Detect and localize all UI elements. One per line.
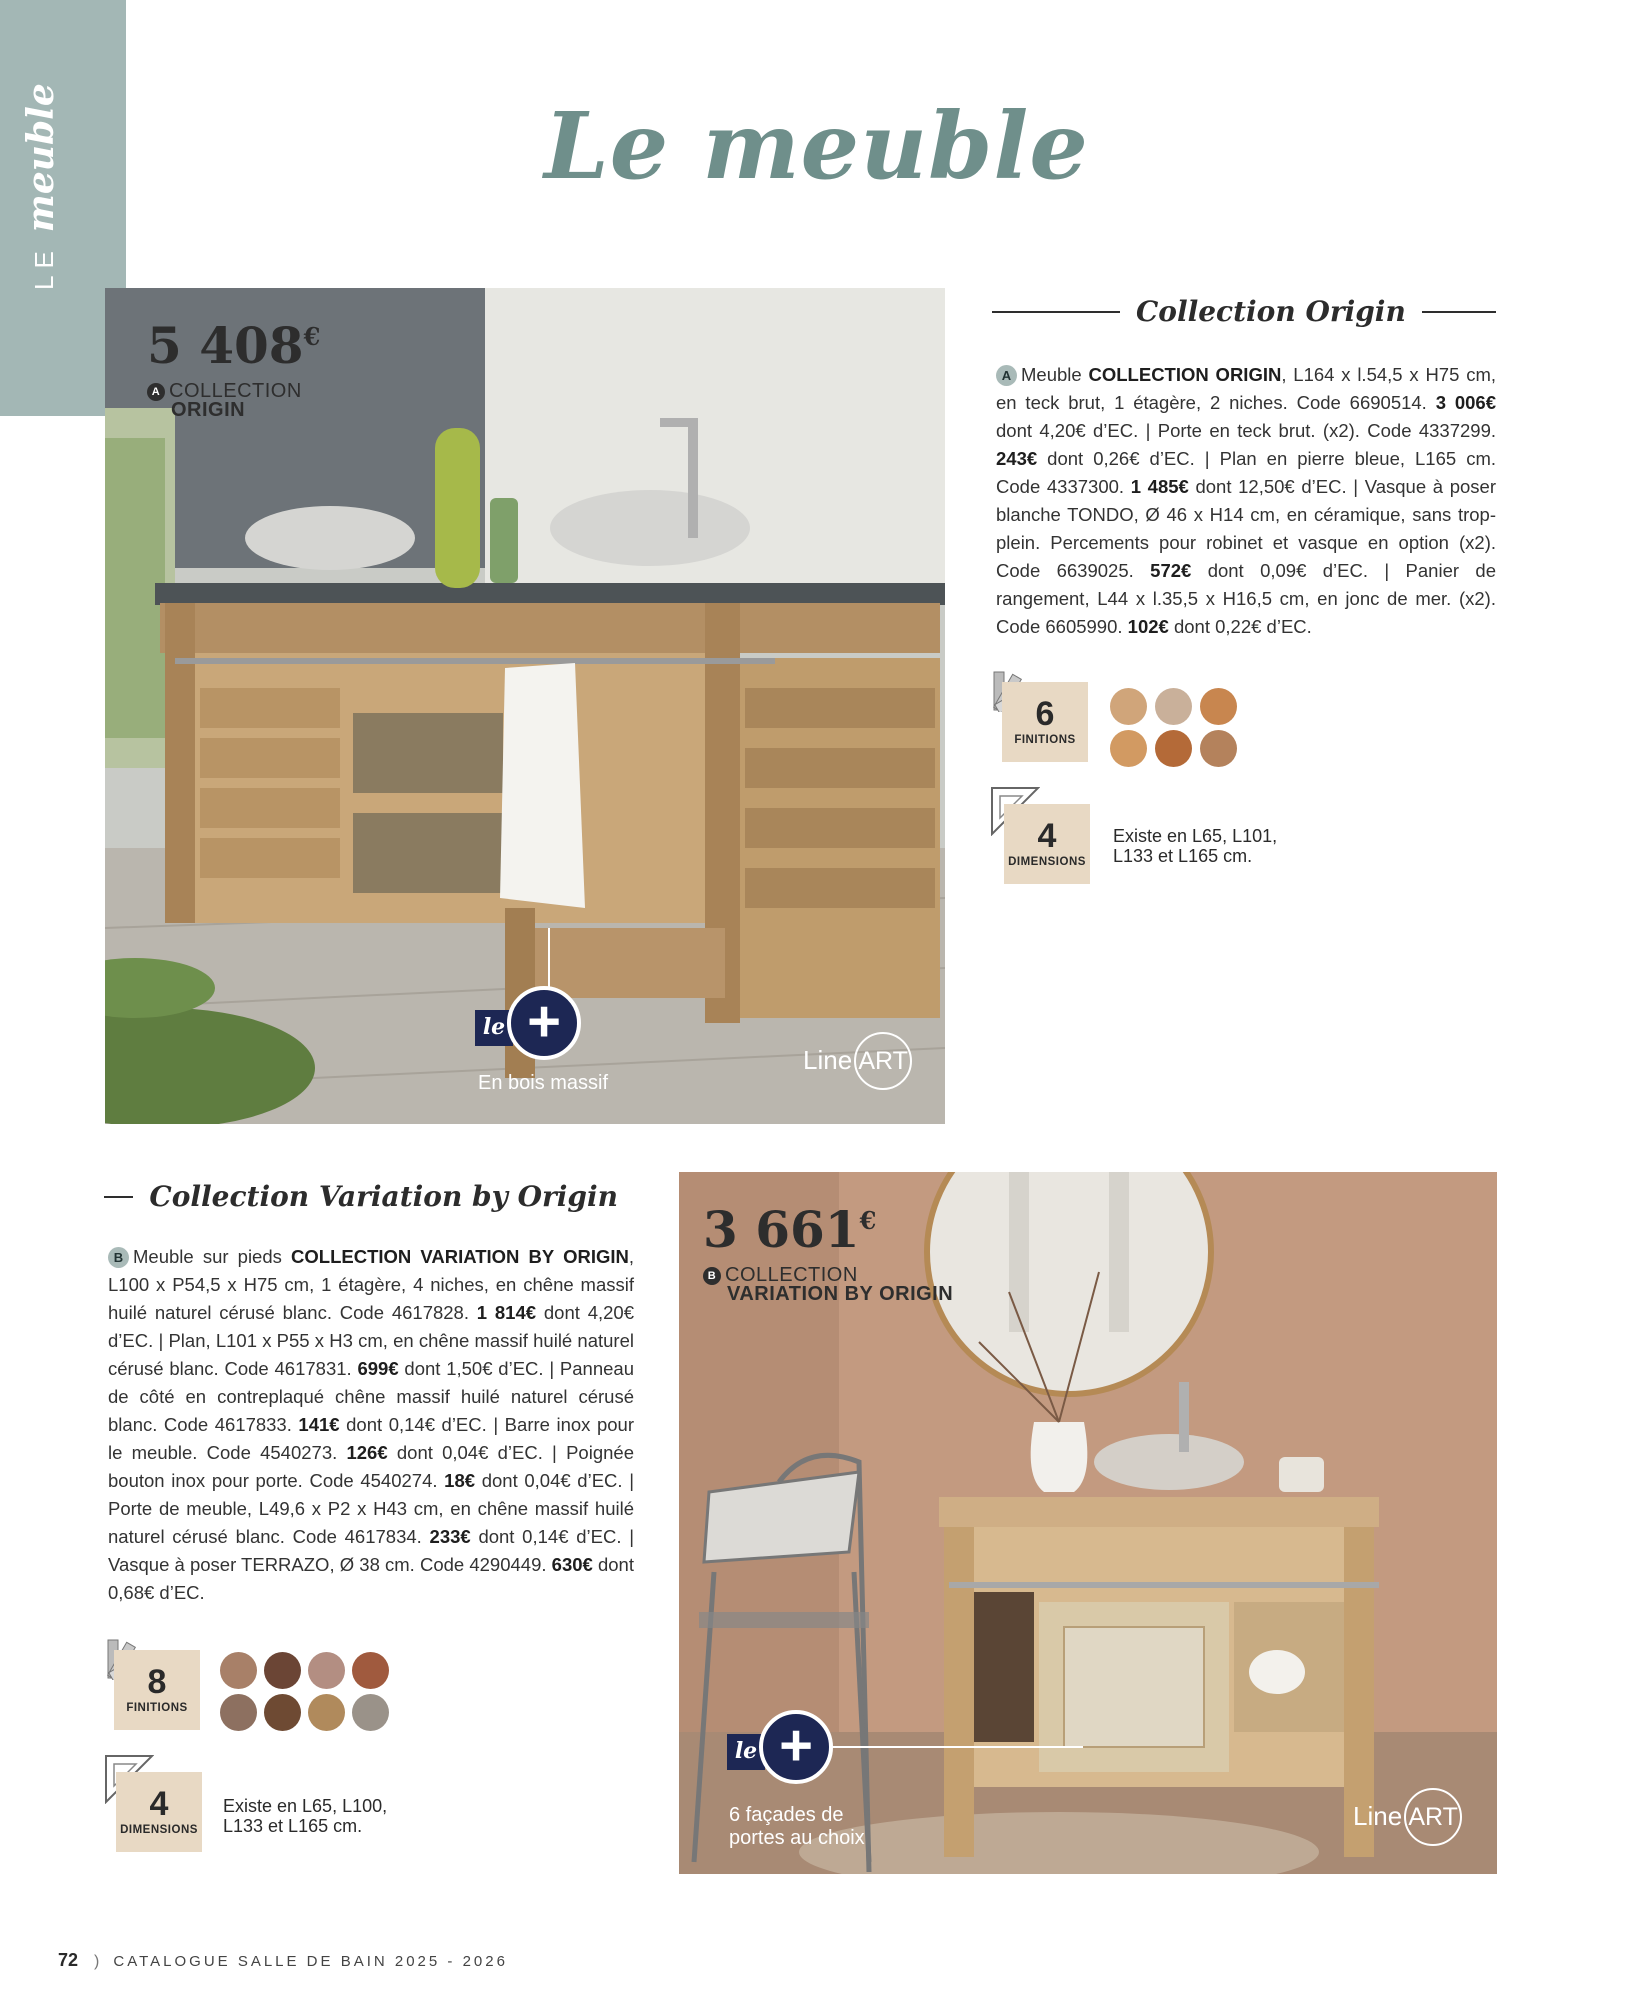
origin-product-photo <box>105 288 945 1124</box>
variation-finitions-count: 8 <box>147 1663 167 1701</box>
page-title: Le meuble <box>544 92 1089 200</box>
origin-swatch <box>1110 688 1147 725</box>
origin-badge: A <box>147 383 165 401</box>
variation-price-currency: € <box>859 1206 877 1235</box>
origin-exists-line1: Existe en L65, L101, <box>1113 826 1278 846</box>
variation-swatch <box>308 1694 345 1731</box>
variation-dimensions-exists <box>223 1796 387 1836</box>
origin-finitions-box <box>1002 682 1088 762</box>
origin-exists-line2: L133 et L165 cm. <box>1113 846 1253 866</box>
variation-dimensions-label: DIMENSIONS <box>120 1824 198 1836</box>
origin-price <box>147 316 320 375</box>
lineart-logo-art: ART <box>1404 1788 1462 1846</box>
footer-separator: ) <box>94 1953 100 1970</box>
origin-swatch <box>1110 730 1147 767</box>
origin-dimensions-exists <box>1113 826 1277 866</box>
origin-swatch <box>1200 730 1237 767</box>
variation-desc-badge: B <box>108 1247 129 1268</box>
variation-badge: B <box>703 1267 721 1285</box>
variation-swatch <box>352 1694 389 1731</box>
origin-label-line2: ORIGIN <box>171 399 246 421</box>
origin-desc-badge: A <box>996 365 1017 386</box>
page-footer <box>58 1950 508 1971</box>
origin-swatch <box>1155 730 1192 767</box>
variation-price-label <box>703 1266 953 1304</box>
variation-price-value: 3 661 <box>703 1200 860 1259</box>
variation-label-line2: VARIATION BY ORIGIN <box>727 1283 954 1305</box>
variation-swatch <box>352 1652 389 1689</box>
catalogue-title: CATALOGUE SALLE DE BAIN 2025 - 2026 <box>113 1953 508 1970</box>
collection-variation-title: Collection Variation by Origin <box>149 1180 618 1213</box>
origin-swatch <box>1200 688 1237 725</box>
variation-swatch <box>308 1652 345 1689</box>
origin-dimensions-count: 4 <box>1037 817 1057 855</box>
lineart-logo-line: Line <box>803 1045 853 1075</box>
collection-variation-heading <box>104 1180 634 1213</box>
le-plus-mark: le <box>727 1734 765 1770</box>
side-tab-prefix: LE <box>29 244 59 290</box>
le-plus-mark: le <box>475 1010 513 1046</box>
variation-swatch <box>264 1652 301 1689</box>
variation-swatch <box>264 1694 301 1731</box>
origin-price-label <box>147 382 302 420</box>
variation-plus-caption-line1: 6 façades de <box>729 1804 844 1826</box>
page-number: 72 <box>58 1950 79 1970</box>
variation-dimensions-count: 4 <box>149 1785 169 1823</box>
origin-description: A Meuble COLLECTION ORIGIN, L164 x l.54,5 x H75 cm, en teck brut, 1 étagère, 2 niches. Code 6690514. 3 006€ dont 4,20€ d’EC. | Porte en teck brut. (x2). Code 4337299. 243€ dont 0,26€ d’EC. | Plan en pierre bleue, L165 cm. Code 4337300. 1 485€ dont 12,50€ d’EC. | Vasque à poser blanche TONDO, Ø 46 x H14 cm, en céramique, sans trop-plein. Percements pour robinet et vasque en option (x2). Code 6639025. 572€ dont 0,09€ d’EC. | Panier de rangement, L44 x l.35,5 x H16,5 cm, en jonc de mer. (x2). Code 6605990. 102€ dont 0,22€ d’EC. <box>996 364 1496 637</box>
variation-exists-line1: Existe en L65, L100, <box>223 1796 388 1816</box>
origin-plus-button[interactable] <box>475 986 581 1060</box>
variation-lineart-logo <box>1353 1788 1462 1846</box>
variation-exists-line2: L133 et L165 cm. <box>223 1816 363 1836</box>
origin-dimensions-box <box>1004 804 1090 884</box>
lineart-logo-line: Line <box>1353 1801 1403 1831</box>
variation-description: B Meuble sur pieds COLLECTION VARIATION BY ORIGIN, L100 x P54,5 x H75 cm, 1 étagère, 4 niches, en chêne massif huilé naturel cérusé blanc. Code 4617828. 1 814€ dont 4,20€ d’EC. | Plan, L101 x P55 x H3 cm, en chêne massif huilé naturel cérusé blanc. Code 4617831. 699€ dont 1,50€ d’EC. | Panneau de côté en contreplaqué chêne massif huilé naturel cérusé blanc. Code 4617833. 141€ dont 0,14€ d’EC. | Barre inox pour le meuble. Code 4540273. 126€ dont 0,04€ d’EC. | Poignée bouton inox pour porte. Code 4540274. 18€ dont 0,04€ d’EC. | Porte de meuble, L49,6 x P2 x H43 cm, en chêne massif huilé naturel cérusé blanc. Code 4617834. 233€ dont 0,14€ d’EC. | Vasque à poser TERRAZO, Ø 38 cm. Code 4290449. 630€ dont 0,68€ d’EC. <box>108 1246 635 1603</box>
variation-plus-button[interactable] <box>727 1710 833 1784</box>
origin-price-value: 5 408 <box>147 316 304 375</box>
variation-price <box>703 1200 876 1259</box>
lineart-logo-art: ART <box>854 1032 912 1090</box>
variation-plus-caption <box>729 1804 865 1850</box>
collection-origin-title: Collection Origin <box>1136 295 1406 328</box>
origin-finitions-label: FINITIONS <box>1014 734 1076 746</box>
variation-dimensions-box <box>116 1772 202 1852</box>
origin-swatch <box>1155 688 1192 725</box>
collection-origin-heading <box>992 295 1496 328</box>
variation-finitions-label: FINITIONS <box>126 1702 188 1714</box>
origin-dimensions-label: DIMENSIONS <box>1008 856 1086 868</box>
variation-plus-caption-line2: portes au choix <box>729 1827 865 1849</box>
variation-label-line1: COLLECTION <box>725 1264 858 1286</box>
origin-lineart-logo <box>803 1032 912 1090</box>
origin-label-line1: COLLECTION <box>169 380 302 402</box>
variation-swatch <box>220 1652 257 1689</box>
plus-icon: + <box>507 986 581 1060</box>
variation-product-photo <box>679 1172 1497 1874</box>
plus-icon: + <box>759 1710 833 1784</box>
variation-swatch <box>220 1694 257 1731</box>
origin-plus-caption: En bois massif <box>478 1072 609 1094</box>
side-tab-word: meuble <box>20 83 62 233</box>
variation-finitions-box <box>114 1650 200 1730</box>
origin-price-currency: € <box>303 322 321 351</box>
origin-finitions-count: 6 <box>1035 695 1055 733</box>
